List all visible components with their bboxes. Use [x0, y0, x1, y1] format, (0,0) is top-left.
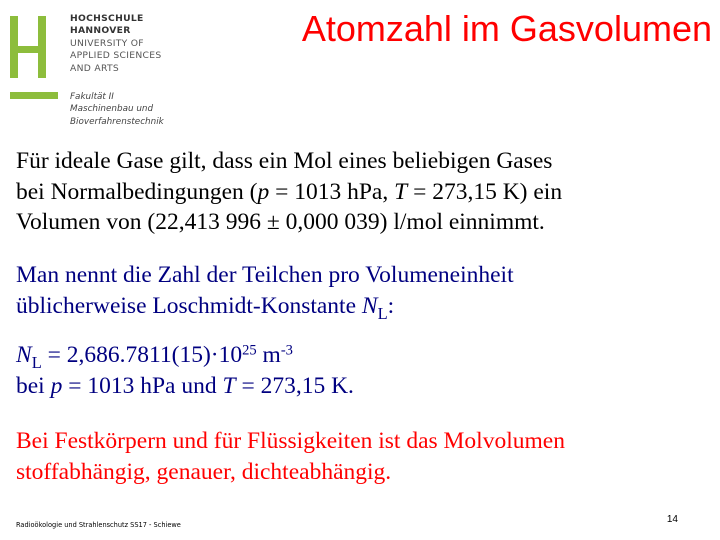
- text-line: üblicherweise Loschmidt-Konstante $N_L$:: [16, 292, 395, 323]
- text-line: Volumen von (22,413 996 ± 0,000 039) l/mol einnimmt.: [16, 209, 545, 235]
- university-name: [70, 13, 161, 75]
- paragraph-loschmidt-value: [16, 340, 354, 401]
- university-line: HOCHSCHULE: [70, 13, 144, 24]
- text-line: bei Normalbedingungen (p = 1013 hPa, T = 273,15 K) ein: [16, 178, 563, 205]
- university-line: APPLIED SCIENCES: [70, 50, 162, 62]
- university-line: UNIVERSITY OF: [70, 37, 144, 49]
- faculty-line: Maschinenbau und: [70, 104, 154, 115]
- faculty-name: [70, 91, 164, 128]
- text-line: Man nennt die Zahl der Teilchen pro Volumeneinheit: [16, 262, 514, 288]
- paragraph-ideal-gas: [16, 146, 562, 238]
- text-line: bei p = 1013 hPa und T = 273,15 K.: [16, 372, 354, 399]
- paragraph-solids-liquids: [16, 426, 565, 487]
- text-line: stoffabhängig, genauer, dichteabhängig.: [16, 458, 392, 485]
- university-logo-icon: [10, 16, 60, 100]
- faculty-line: Fakultät II: [70, 92, 114, 102]
- text-line: Für ideale Gase gilt, dass ein Mol eines beliebigen Gases: [16, 148, 553, 174]
- text-line: Bei Festkörpern und für Flüssigkeiten ist das Molvolumen: [16, 428, 565, 454]
- slide-title: Atomzahl im Gasvolumen: [301, 8, 712, 49]
- formula-line: $N_L = 2,686.7811(15)\cdot 10^{25}$ $m^{-3}$: [16, 342, 293, 372]
- faculty-line: Bioverfahrenstechnik: [70, 116, 164, 127]
- university-line: AND ARTS: [70, 62, 119, 74]
- university-line: HANNOVER: [70, 25, 131, 37]
- page-number: 14: [666, 514, 678, 525]
- paragraph-loschmidt: [16, 260, 514, 321]
- footer-course: Radioökologie und Strahlenschutz SS17 - Schiewe: [16, 521, 181, 529]
